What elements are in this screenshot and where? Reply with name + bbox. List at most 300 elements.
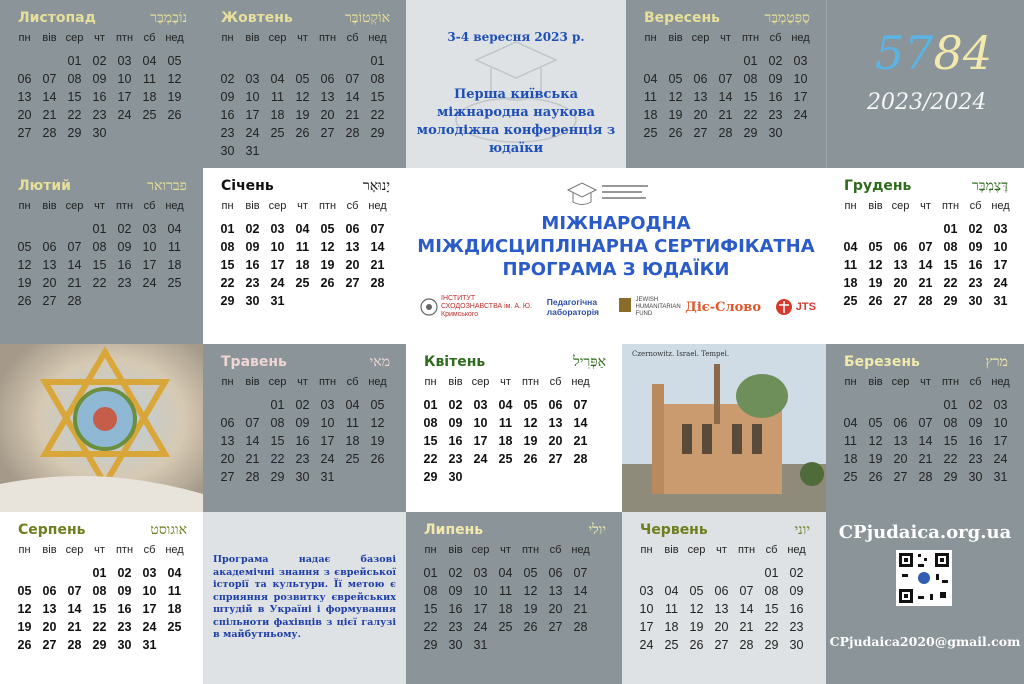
day-cell: 26 [320, 276, 335, 290]
day-cell: 29 [220, 294, 235, 308]
day-cell: 10 [993, 416, 1008, 430]
day-cell: 19 [370, 434, 385, 448]
fund-logo: JEWISH HUMANITARIAN FUND [617, 296, 672, 318]
weekday-label: птн [521, 544, 540, 556]
day-cell [265, 52, 290, 70]
day-cell: 11 [499, 584, 512, 598]
program-title: МІЖНАРОДНА МІЖДИСЦИПЛІНАРНА СЕРТИФІКАТНА ПРОГРАМА З ЮДАЇКИ [417, 213, 815, 280]
day-cell: 05 [370, 398, 385, 412]
day-cell: 06 [42, 584, 57, 598]
day-cell: 02 [968, 398, 983, 412]
day-cell: 24 [993, 452, 1008, 466]
day-grid [838, 396, 1013, 486]
weekday-label: птн [941, 200, 960, 212]
day-cell: 08 [220, 240, 235, 254]
month-header [838, 354, 1012, 374]
month-december [826, 168, 1024, 344]
month-header [215, 10, 394, 30]
day-cell [788, 124, 813, 142]
day-cell: 28 [42, 126, 57, 140]
day-cell: 29 [943, 294, 958, 308]
month-hebrew-name: מאי [369, 354, 390, 370]
star-of-david-ceiling-image [0, 344, 203, 512]
day-cell [137, 292, 162, 310]
day-cell: 20 [42, 620, 57, 634]
day-cell: 07 [67, 584, 82, 598]
day-cell: 18 [167, 602, 182, 616]
month-header [418, 354, 610, 374]
day-cell: 28 [573, 452, 588, 466]
day-cell: 10 [639, 602, 654, 616]
weekday-label: птн [115, 544, 134, 556]
day-cell: 02 [448, 566, 463, 580]
day-cell: 25 [843, 470, 858, 484]
day-cell: 17 [270, 258, 285, 272]
conference-block [406, 0, 626, 168]
day-cell: 20 [17, 108, 32, 122]
day-cell: 28 [718, 126, 733, 140]
day-cell: 22 [423, 452, 438, 466]
day-cell: 26 [689, 638, 704, 652]
day-cell: 28 [918, 294, 933, 308]
day-cell: 10 [117, 72, 132, 86]
weekday-label: вів [245, 200, 260, 212]
day-cell: 19 [523, 434, 538, 448]
day-cell: 16 [220, 108, 235, 122]
day-cell: 30 [117, 638, 132, 652]
day-cell [315, 142, 340, 160]
jts-icon [775, 298, 793, 316]
day-cell [37, 52, 62, 70]
day-cell: 29 [270, 470, 285, 484]
weekday-label: пн [844, 200, 857, 212]
month-hebrew-name: אוגוסט [150, 522, 187, 538]
day-cell: 15 [423, 602, 438, 616]
day-cell: 30 [789, 638, 804, 652]
day-cell: 05 [523, 398, 538, 412]
day-cell: 25 [270, 126, 285, 140]
day-cell: 06 [345, 222, 360, 236]
day-cell: 09 [245, 240, 260, 254]
day-cell: 27 [345, 276, 360, 290]
weekday-label: пн [221, 200, 234, 212]
day-cell: 04 [345, 398, 360, 412]
day-cell [913, 396, 938, 414]
month-header [12, 178, 191, 198]
day-cell: 07 [573, 566, 588, 580]
weekday-header [838, 200, 1013, 212]
day-cell [863, 396, 888, 414]
day-cell: 05 [295, 72, 310, 86]
weekday-label: сб [346, 32, 359, 44]
website-link[interactable]: CPjudaica.org.ua [838, 522, 1012, 543]
day-cell: 10 [270, 240, 285, 254]
day-cell [162, 124, 187, 142]
day-cell: 16 [92, 90, 107, 104]
hebrew-year: 5784 [875, 26, 993, 80]
month-hebrew-name: יולי [588, 522, 606, 538]
day-cell: 13 [714, 602, 729, 616]
weekday-label: птн [741, 32, 760, 44]
day-cell: 09 [295, 416, 310, 430]
day-cell [365, 142, 390, 160]
day-cell: 28 [67, 294, 82, 308]
day-cell: 15 [270, 434, 285, 448]
weekday-label: сер [268, 32, 287, 44]
day-cell: 09 [117, 584, 132, 598]
day-cell: 16 [117, 602, 132, 616]
day-cell: 08 [743, 72, 758, 86]
day-cell: 07 [370, 222, 385, 236]
weekday-label: нед [368, 32, 387, 44]
day-cell: 03 [142, 222, 157, 236]
day-cell: 29 [92, 638, 107, 652]
day-cell [12, 52, 37, 70]
conference-date: 3-4 вересня 2023 р. [447, 30, 585, 44]
weekday-header [215, 200, 390, 212]
day-cell [87, 292, 112, 310]
day-cell: 25 [664, 638, 679, 652]
email-link[interactable]: CPjudaica2020@gmail.com [829, 634, 1021, 649]
weekday-label: нед [165, 32, 184, 44]
day-cell: 19 [523, 602, 538, 616]
day-cell: 30 [448, 470, 463, 484]
day-cell: 12 [370, 416, 385, 430]
day-cell: 08 [370, 72, 385, 86]
weekday-header [215, 376, 390, 388]
weekday-label: птн [318, 32, 337, 44]
day-cell: 13 [220, 434, 235, 448]
day-cell: 17 [117, 90, 132, 104]
weekday-label: птн [941, 376, 960, 388]
day-cell: 08 [92, 584, 107, 598]
day-cell: 25 [843, 294, 858, 308]
weekday-label: чт [297, 200, 308, 212]
weekday-label: чт [720, 32, 731, 44]
day-cell: 29 [423, 638, 438, 652]
fund-icon [617, 296, 633, 318]
day-cell: 19 [17, 620, 32, 634]
weekday-label: сб [765, 544, 778, 556]
day-cell: 09 [789, 584, 804, 598]
day-cell: 27 [893, 294, 908, 308]
day-cell: 31 [320, 470, 335, 484]
conference-title: Перша київська міжнародна наукова молодіжна конференція з юдаїки [416, 87, 616, 156]
day-cell: 13 [548, 416, 563, 430]
day-cell: 14 [67, 602, 82, 616]
day-cell [688, 52, 713, 70]
day-cell: 03 [320, 398, 335, 412]
weekday-label: нед [787, 544, 806, 556]
month-hebrew-name: דֶּצֶמְבֶּר [972, 178, 1008, 194]
day-cell [493, 636, 518, 654]
day-cell: 18 [270, 108, 285, 122]
day-cell: 23 [789, 620, 804, 634]
day-cell: 07 [42, 72, 57, 86]
day-cell: 13 [320, 90, 335, 104]
day-cell: 18 [843, 452, 858, 466]
day-cell: 20 [714, 620, 729, 634]
day-cell: 07 [245, 416, 260, 430]
weekday-label: птн [521, 376, 540, 388]
day-cell: 18 [664, 620, 679, 634]
day-cell: 01 [370, 54, 385, 68]
day-cell: 02 [92, 54, 107, 68]
day-cell [365, 468, 390, 486]
day-cell: 10 [793, 72, 808, 86]
day-cell: 12 [523, 584, 538, 598]
day-cell [62, 564, 87, 582]
day-cell: 21 [345, 108, 360, 122]
day-cell: 27 [714, 638, 729, 652]
day-cell: 19 [668, 108, 683, 122]
day-cell [240, 396, 265, 414]
day-cell: 13 [345, 240, 360, 254]
weekday-label: птн [737, 544, 756, 556]
day-cell: 21 [918, 276, 933, 290]
day-cell: 23 [295, 452, 310, 466]
day-grid [215, 52, 390, 160]
day-cell: 07 [718, 72, 733, 86]
day-cell: 26 [668, 126, 683, 140]
day-cell: 24 [473, 452, 488, 466]
weekday-header [418, 376, 593, 388]
day-cell: 31 [993, 294, 1008, 308]
day-cell: 24 [245, 126, 260, 140]
day-cell: 26 [868, 294, 883, 308]
day-cell: 27 [893, 470, 908, 484]
day-cell: 03 [639, 584, 654, 598]
day-cell: 26 [868, 470, 883, 484]
day-cell: 14 [573, 584, 588, 598]
month-hebrew-name: פברואר [147, 178, 187, 194]
weekday-label: чт [716, 544, 727, 556]
day-cell [240, 52, 265, 70]
day-cell [863, 220, 888, 238]
day-cell: 11 [844, 434, 857, 448]
day-grid [215, 220, 390, 310]
day-cell [315, 292, 340, 310]
day-cell: 26 [17, 638, 32, 652]
day-cell: 08 [943, 240, 958, 254]
month-march [826, 344, 1024, 512]
day-cell [162, 636, 187, 654]
day-cell: 18 [498, 602, 513, 616]
year-block [826, 0, 1024, 168]
day-cell: 13 [42, 602, 57, 616]
day-cell: 16 [768, 90, 783, 104]
weekday-label: сер [65, 32, 84, 44]
day-cell: 26 [167, 108, 182, 122]
day-cell: 23 [92, 108, 107, 122]
weekday-label: вів [42, 32, 57, 44]
weekday-label: нед [571, 544, 590, 556]
day-cell: 19 [17, 276, 32, 290]
weekday-label: вів [868, 200, 883, 212]
day-cell: 04 [270, 72, 285, 86]
day-grid [838, 220, 1013, 310]
day-cell: 17 [993, 434, 1008, 448]
month-hebrew-name: יוני [794, 522, 810, 538]
weekday-label: чт [297, 32, 308, 44]
day-cell [713, 52, 738, 70]
day-cell: 03 [473, 566, 488, 580]
weekday-label: сб [346, 200, 359, 212]
day-cell: 12 [868, 258, 883, 272]
day-cell: 22 [270, 452, 285, 466]
day-cell: 15 [743, 90, 758, 104]
day-cell: 22 [92, 620, 107, 634]
day-cell [838, 220, 863, 238]
day-cell: 04 [167, 566, 182, 580]
weekday-label: сер [471, 544, 490, 556]
day-cell: 14 [370, 240, 385, 254]
day-cell: 06 [893, 416, 908, 430]
day-cell: 06 [714, 584, 729, 598]
day-cell: 04 [843, 240, 858, 254]
day-cell: 14 [718, 90, 733, 104]
day-cell: 27 [42, 294, 57, 308]
photo-caption: Czernowitz. Israel. Tempel. [632, 350, 730, 358]
day-cell: 05 [868, 240, 883, 254]
day-cell: 23 [220, 126, 235, 140]
day-cell: 25 [167, 620, 182, 634]
weekday-label: нед [368, 200, 387, 212]
day-cell [493, 468, 518, 486]
month-hebrew-name: סֶפְּטֶמְבֶּר [764, 10, 810, 26]
month-october [203, 0, 406, 168]
day-cell [543, 636, 568, 654]
weekday-label: пн [424, 376, 437, 388]
civil-years: 2023/2024 [867, 90, 987, 115]
weekday-label: сб [769, 32, 782, 44]
day-cell: 06 [42, 240, 57, 254]
day-cell: 17 [320, 434, 335, 448]
day-cell: 17 [142, 602, 157, 616]
day-cell: 01 [423, 398, 438, 412]
day-grid [418, 396, 593, 486]
institute-logo: ІНСТИТУТ СХОДОЗНАВСТВА ім. А. Ю. Кримського [420, 295, 533, 319]
day-cell: 25 [345, 452, 360, 466]
day-cell: 16 [245, 258, 260, 272]
day-cell: 02 [117, 222, 132, 236]
day-cell: 01 [423, 566, 438, 580]
weekday-label: сб [549, 544, 562, 556]
day-cell: 24 [270, 276, 285, 290]
day-cell: 12 [17, 258, 32, 272]
weekday-label: нед [165, 544, 184, 556]
day-cell: 23 [245, 276, 260, 290]
day-cell [340, 292, 365, 310]
day-cell: 03 [270, 222, 285, 236]
month-may [203, 344, 406, 512]
day-cell [568, 468, 593, 486]
day-cell: 31 [142, 638, 157, 652]
day-cell: 22 [423, 620, 438, 634]
day-cell [468, 468, 493, 486]
weekday-label: сб [969, 376, 982, 388]
day-cell: 29 [67, 126, 82, 140]
day-cell: 01 [92, 566, 107, 580]
weekday-label: пн [644, 32, 657, 44]
day-cell: 04 [664, 584, 679, 598]
weekday-header [12, 32, 187, 44]
day-cell: 15 [943, 258, 958, 272]
day-cell [340, 468, 365, 486]
weekday-label: птн [318, 200, 337, 212]
day-cell: 17 [993, 258, 1008, 272]
day-cell [315, 52, 340, 70]
day-cell: 29 [743, 126, 758, 140]
weekday-label: чт [500, 544, 511, 556]
day-cell [838, 396, 863, 414]
day-cell: 11 [843, 258, 858, 272]
month-name: Травень [221, 354, 287, 370]
weekday-header [12, 200, 187, 212]
day-cell: 30 [220, 144, 235, 158]
day-cell: 26 [523, 620, 538, 634]
day-cell: 02 [968, 222, 983, 236]
month-header [838, 178, 1012, 198]
day-cell: 23 [968, 452, 983, 466]
weekday-label: нед [991, 200, 1010, 212]
day-cell: 02 [295, 398, 310, 412]
program-block [406, 168, 826, 344]
day-cell [340, 52, 365, 70]
month-hebrew-name: אוֹקְטוֹבֶּר [344, 10, 390, 26]
weekday-label: сер [687, 544, 706, 556]
weekday-label: чт [297, 376, 308, 388]
day-cell: 28 [573, 620, 588, 634]
month-june [622, 512, 826, 684]
day-cell: 28 [67, 638, 82, 652]
day-cell: 19 [689, 620, 704, 634]
day-cell: 30 [92, 126, 107, 140]
day-cell: 30 [968, 294, 983, 308]
day-cell: 11 [295, 240, 310, 254]
day-cell: 27 [693, 126, 708, 140]
month-april [406, 344, 622, 512]
weekday-header [838, 376, 1013, 388]
month-hebrew-name: מרץ [985, 354, 1008, 370]
day-grid [215, 396, 390, 486]
month-header [638, 10, 814, 30]
day-cell: 23 [768, 108, 783, 122]
weekday-label: сер [471, 376, 490, 388]
day-cell: 20 [548, 434, 563, 448]
day-cell: 02 [768, 54, 783, 68]
day-cell [634, 564, 659, 582]
day-cell: 15 [764, 602, 779, 616]
day-cell: 12 [167, 72, 182, 86]
day-cell: 01 [92, 222, 107, 236]
day-cell: 22 [943, 276, 958, 290]
day-cell: 13 [893, 258, 908, 272]
day-cell: 03 [993, 398, 1008, 412]
day-cell: 22 [92, 276, 107, 290]
day-cell: 06 [220, 416, 235, 430]
day-cell: 14 [42, 90, 57, 104]
day-cell: 25 [295, 276, 310, 290]
day-cell: 28 [245, 470, 260, 484]
qr-code-icon[interactable] [896, 550, 952, 606]
day-cell: 28 [370, 276, 385, 290]
weekday-label: нед [571, 376, 590, 388]
weekday-label: вів [42, 200, 57, 212]
day-grid [638, 52, 813, 142]
day-cell: 05 [167, 54, 182, 68]
month-name: Листопад [18, 10, 96, 26]
